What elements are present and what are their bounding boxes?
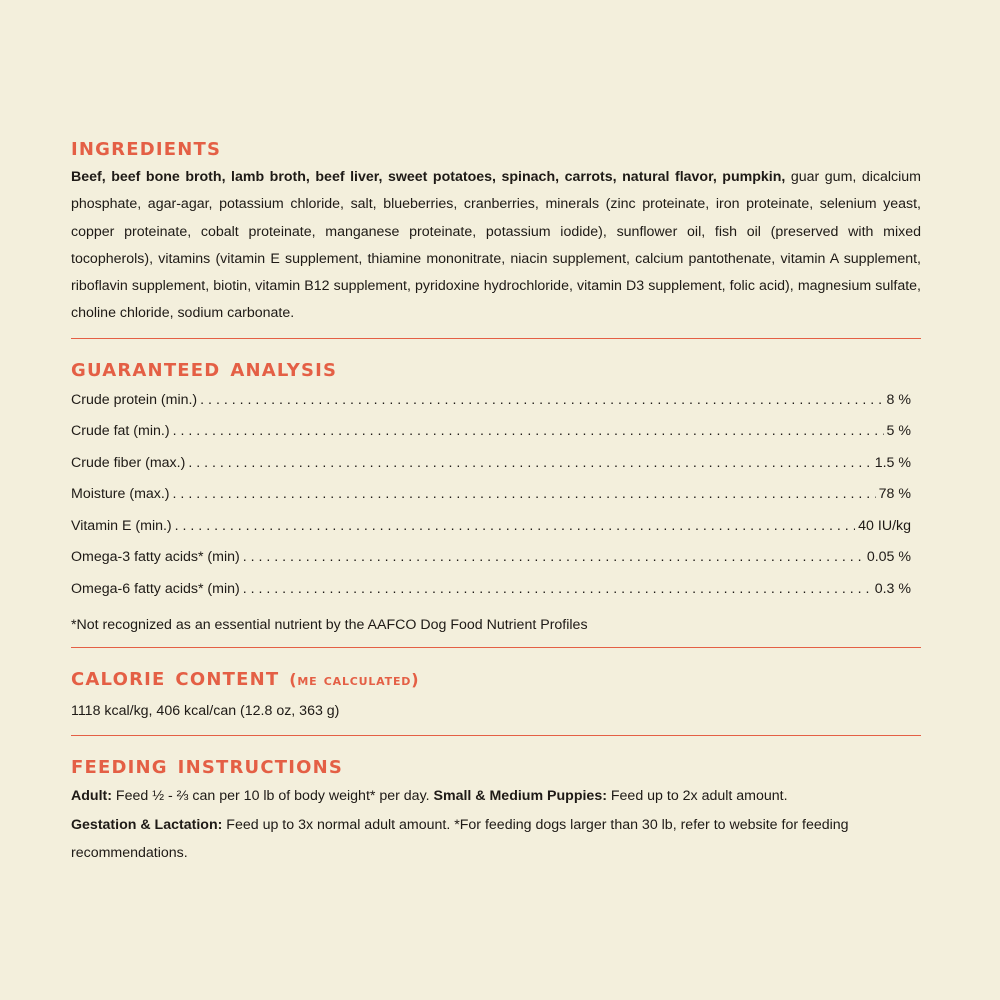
analysis-row [71,511,911,543]
dot-leader [200,385,883,417]
feeding-text [71,782,921,868]
analysis-table [71,385,921,606]
gestation-label: Gestation & Lactation: [71,816,223,833]
dot-leader [173,479,876,511]
analysis-heading: guaranteed analysis [71,352,338,382]
ingredients-heading: ingredients [71,132,222,161]
adult-text: Feed ½ - ⅔ can per 10 lb of body weight* per day. [111,788,434,805]
analysis-value: 0.3 % [874,580,911,597]
section-divider [71,735,921,736]
analysis-row [71,479,911,511]
analysis-label: Crude protein (min.) [71,391,198,408]
calorie-heading [71,660,921,697]
calorie-heading-sub: (me calculated) [289,670,420,690]
analysis-value: 78 % [878,486,911,503]
dot-leader [188,448,871,480]
feeding-heading: feeding instructions [71,750,344,780]
guaranteed-analysis-section [71,351,921,640]
analysis-label: Crude fat (min.) [71,423,170,440]
dot-leader [243,574,872,606]
nutrition-panel [71,128,921,868]
ingredients-main: Beef, beef bone broth, lamb broth, beef liver, sweet potatoes, spinach, carrots, natural flavor, pumpkin, [71,169,786,185]
analysis-row [71,574,911,606]
feeding-instructions-section [71,748,921,868]
analysis-row [71,385,911,417]
calorie-content-section [71,660,921,725]
analysis-value: 5 % [886,423,911,440]
analysis-row [71,542,911,574]
analysis-label: Moisture (max.) [71,486,170,503]
section-divider [71,647,921,648]
gestation-text: Feed up to 3x normal adult amount. *For feeding dogs larger than 30 lb, refer to website for feeding recommendations. [71,816,849,862]
analysis-row [71,416,911,448]
analysis-value: 1.5 % [874,454,911,471]
analysis-label: Crude fiber (max.) [71,454,186,471]
calorie-heading-main: calorie content [71,662,280,692]
ingredients-section [71,128,921,328]
dot-leader [175,511,856,543]
ingredients-list [71,164,921,328]
puppies-text: Feed up to 2x adult amount. [606,788,788,805]
calorie-value: 1118 kcal/kg, 406 kcal/can (12.8 oz, 363 g) [71,703,340,720]
analysis-label: Vitamin E (min.) [71,517,172,534]
analysis-label: Omega-3 fatty acids* (min) [71,549,240,566]
analysis-value: 40 IU/kg [858,517,911,534]
ingredients-additional: guar gum, dicalcium phosphate, agar-agar, potassium chloride, salt, blueberries, cranberries, minerals (zinc proteinate, iron proteinate, selenium yeast, copper proteinate, cobalt proteinate, manganese proteinate, potassium iodide), sunflower oil, fish oil (preserved with mixed tocopherols), vitamins (vitamin E supplement, thiamine mononitrate, niacin supplement, calcium pantothenate, vitamin A supplement, riboflavin supplement, biotin, vitamin B12 supplement, pyridoxine hydrochloride, vitamin D3 supplement, folic acid), magnesium sulfate, choline chloride, sodium carbonate. [71,169,921,322]
analysis-value: 0.05 % [866,549,911,566]
section-divider [71,338,921,339]
analysis-footnote: *Not recognized as an essential nutrient by the AAFCO Dog Food Nutrient Profiles [71,617,588,634]
analysis-value: 8 % [886,391,911,408]
analysis-row [71,448,911,480]
dot-leader [243,542,864,574]
puppies-label: Small & Medium Puppies: [433,788,607,805]
dot-leader [173,416,884,448]
adult-label: Adult: [71,788,112,805]
analysis-label: Omega-6 fatty acids* (min) [71,580,240,597]
